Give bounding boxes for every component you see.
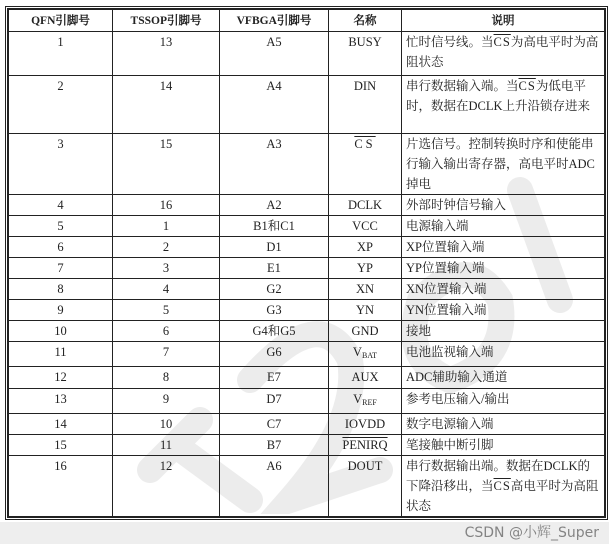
vfbga-pin [220,321,329,342]
qfn-pin [9,367,113,389]
qfn-pin [9,76,113,134]
qfn-pin [9,237,113,258]
table-row [9,389,605,414]
qfn-pin [9,279,113,300]
table-row [9,414,605,435]
pin-description: 外部时钟信号输入 [402,195,605,216]
table-row [9,342,605,367]
qfn-pin [9,414,113,435]
csdn-watermark: CSDN @小辉_Super [464,525,599,541]
qfn-pin-text: 3 [57,137,64,151]
qfn-pin [9,389,113,414]
qfn-pin [9,300,113,321]
tssop-pin [113,367,220,389]
pin-name [329,195,402,216]
pin-name-text: IOVDD [344,417,386,431]
tssop-pin [113,216,220,237]
qfn-pin [9,342,113,367]
header-description: 说明 [402,10,605,32]
pin-description: XN位置输入端 [402,279,605,300]
tssop-pin [113,456,220,517]
tssop-pin [113,435,220,456]
pin-name-text: DIN [353,79,377,93]
qfn-pin-text: 16 [54,459,67,473]
qfn-pin-text: 10 [54,324,67,338]
qfn-pin [9,134,113,195]
pin-name [329,435,402,456]
table-row [9,258,605,279]
table-row [9,435,605,456]
pin-name-text: PENIRQ [342,438,388,452]
tssop-pin-text: 8 [162,370,170,384]
qfn-pin [9,435,113,456]
pin-name-text: DCLK [347,198,383,212]
tssop-pin [113,279,220,300]
pin-description: 参考电压输入/输出 [402,389,605,414]
table-row [9,32,605,76]
tssop-pin-text: 4 [162,282,170,296]
pin-name-text: VCC [352,219,378,233]
tssop-pin-text: 5 [162,303,170,317]
vfbga-pin-text: G3 [266,303,282,317]
pin-name [329,414,402,435]
vfbga-pin [220,76,329,134]
pin-name [329,216,402,237]
vfbga-pin-text: A5 [266,35,282,49]
pin-name [329,456,402,517]
pin-description: 笔接触中断引脚 [402,435,605,456]
qfn-pin [9,456,113,517]
pin-name [329,258,402,279]
table-row [9,76,605,134]
pin-name-text: DOUT [347,459,383,473]
pin-table-border [5,6,608,520]
vfbga-pin-text: A4 [266,79,282,93]
header-name: 名称 [329,10,402,32]
qfn-pin-text: 9 [57,303,64,317]
table-row [9,216,605,237]
table-row [9,456,605,517]
qfn-pin-text: 6 [57,240,64,254]
vfbga-pin [220,32,329,76]
vfbga-pin-text: A3 [266,137,282,151]
pin-name-text: V [352,345,362,359]
tssop-pin [113,195,220,216]
vfbga-pin [220,435,329,456]
pin-description: ADC辅助输入通道 [402,367,605,389]
tssop-pin-text: 7 [162,345,170,359]
table-row [9,321,605,342]
pin-description: 串行数据输出端。数据在DCLK的下降沿移出，当$\overline{CS}$高电平时为高阻状态 [402,456,605,517]
tssop-pin [113,342,220,367]
pin-name-text: XP [357,240,373,254]
tssop-pin [113,389,220,414]
tssop-pin [113,32,220,76]
tssop-pin [113,134,220,195]
qfn-pin [9,258,113,279]
pin-name [329,367,402,389]
pin-name [329,76,402,134]
table-row [9,237,605,258]
qfn-pin-text: 4 [57,198,64,212]
vfbga-pin-text: D7 [266,392,282,406]
qfn-pin-text: 14 [54,417,67,431]
vfbga-pin-text: C7 [266,417,282,431]
vfbga-pin-text: A2 [266,198,282,212]
vfbga-pin [220,300,329,321]
qfn-pin-text: 15 [54,438,67,452]
pin-description: 接地 [402,321,605,342]
vfbga-pin-text: B1和C1 [253,219,295,233]
vfbga-pin [220,389,329,414]
pin-name [329,134,402,195]
qfn-pin-text: 13 [54,392,67,406]
table-header-row [9,10,605,32]
pin-description: 电源输入端 [402,216,605,237]
vfbga-pin-text: G2 [266,282,282,296]
pin-description: XP位置输入端 [402,237,605,258]
tssop-pin [113,237,220,258]
tssop-pin-text: 10 [159,417,173,431]
pin-name [329,32,402,76]
vfbga-pin-text: E7 [267,370,281,384]
table-row [9,195,605,216]
tssop-pin [113,76,220,134]
vfbga-pin [220,279,329,300]
vfbga-pin-text: G4和G5 [252,324,296,338]
qfn-pin-text: 12 [54,370,67,384]
table-row [9,367,605,389]
qfn-pin-text: 2 [57,79,64,93]
pin-name-text: BUSY [348,35,382,49]
qfn-pin [9,195,113,216]
table-row [9,300,605,321]
pin-name [329,321,402,342]
vfbga-pin-text: B7 [266,438,282,452]
tssop-pin [113,258,220,279]
vfbga-pin [220,237,329,258]
pin-name-text: GND [351,324,379,338]
pin-name [329,237,402,258]
tssop-pin-text: 11 [159,438,173,452]
vfbga-pin-text: D1 [266,240,282,254]
tssop-pin-text: 2 [162,240,170,254]
pin-description: 忙时信号线。当$\overline{CS}$为高电平时为高阻状态 [402,32,605,76]
pin-name-subscript: BAT [361,351,378,360]
qfn-pin [9,216,113,237]
tssop-pin [113,300,220,321]
pin-description: YN位置输入端 [402,300,605,321]
pin-description: 电池监视输入端 [402,342,605,367]
tssop-pin [113,321,220,342]
pin-description: YP位置输入端 [402,258,605,279]
pin-name-text: YN [355,303,375,317]
pin-description: 串行数据输入端。当$\overline{CS}$为低电平时，数据在DCLK上升沿锁存进来 [402,76,605,134]
header-tssop: TSSOP引脚号 [113,10,220,32]
vfbga-pin [220,258,329,279]
pin-description: 片选信号。控制转换时序和使能串行输入输出寄存器，高电平时ADC掉电 [402,134,605,195]
page-bottom-strip [0,522,609,544]
vfbga-pin [220,195,329,216]
pin-name-text: AUX [351,370,379,384]
pin-name-text: YP [357,261,373,275]
pin-name [329,389,402,414]
qfn-pin-text: 5 [57,219,64,233]
tssop-pin-text: 16 [159,198,173,212]
pin-table-container [5,0,608,520]
pin-name-text: V [353,392,363,406]
tssop-pin-text: 15 [159,137,173,151]
vfbga-pin-text: E1 [267,261,281,275]
vfbga-pin-text: A6 [266,459,282,473]
vfbga-pin [220,414,329,435]
vfbga-pin [220,342,329,367]
pin-name-text: $\overline{CS}$ [354,137,376,151]
tssop-pin-text: 12 [159,459,173,473]
header-qfn: QFN引脚号 [9,10,113,32]
pin-name-text: XN [355,282,375,296]
table-row [9,279,605,300]
tssop-pin-text: 1 [162,219,170,233]
table-row [9,134,605,195]
qfn-pin [9,321,113,342]
tssop-pin-text: 14 [159,79,173,93]
header-vfbga: VFBGA引脚号 [220,10,329,32]
tssop-pin-text: 13 [159,35,173,49]
vfbga-pin [220,216,329,237]
vfbga-pin [220,134,329,195]
pin-description: 数字电源输入端 [402,414,605,435]
qfn-pin-text: 7 [57,261,64,275]
vfbga-pin-text: G6 [266,345,282,359]
pin-table [8,9,605,517]
qfn-pin-text: 11 [54,345,67,359]
tssop-pin-text: 9 [162,392,170,406]
vfbga-pin [220,456,329,517]
qfn-pin [9,32,113,76]
qfn-pin-text: 8 [57,282,64,296]
qfn-pin-text: 1 [57,35,64,49]
tssop-pin-text: 3 [162,261,170,275]
vfbga-pin [220,367,329,389]
pin-name [329,279,402,300]
pin-name [329,300,402,321]
pin-name [329,342,402,367]
tssop-pin-text: 6 [162,324,170,338]
tssop-pin [113,414,220,435]
pin-name-subscript: REF [362,398,377,407]
